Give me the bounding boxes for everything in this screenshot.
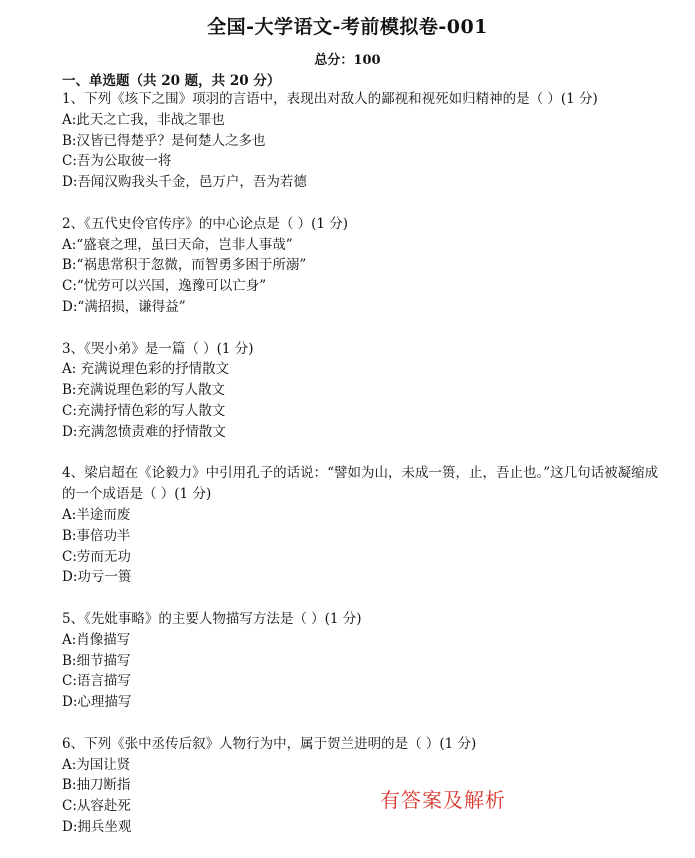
option-c: C:充满抒情色彩的写人散文 <box>62 402 226 419</box>
option-a: A:为国让贤 <box>62 756 131 773</box>
question-stem: 2、《五代史伶官传序》的中心论点是（ ）(1 分) <box>62 215 349 232</box>
option-a: A:“盛衰之理，虽曰天命，岂非人事哉” <box>62 236 293 253</box>
total-score: 总分：100 <box>314 53 381 68</box>
question-4 <box>62 463 662 588</box>
option-d: D:“满招损，谦得益” <box>62 298 186 315</box>
option-b: B:细节描写 <box>62 652 131 669</box>
question-6 <box>62 734 662 838</box>
question-list <box>62 89 662 858</box>
question-5 <box>62 609 662 713</box>
exam-title: 全国-大学语文-考前模拟卷-001 <box>207 16 488 38</box>
option-c: C:从容赴死 <box>62 798 131 815</box>
option-b: B:事倍功半 <box>62 527 131 544</box>
option-b: B:“祸患常积于忽微，而智勇多困于所溺” <box>62 257 307 274</box>
option-a: A:肖像描写 <box>62 631 131 648</box>
question-1 <box>62 89 662 193</box>
question-stem: 5、《先妣事略》的主要人物描写方法是（ ）(1 分) <box>62 610 362 627</box>
option-d: D:充满忽愤责难的抒情散文 <box>62 423 226 440</box>
option-a: A: 充满说理色彩的抒情散文 <box>62 361 230 378</box>
option-b: B:抽刀断指 <box>62 777 131 794</box>
option-c: C:劳而无功 <box>62 548 131 565</box>
option-c: C:“忧劳可以兴国，逸豫可以亡身” <box>62 278 267 295</box>
section-heading: 一、单选题（共 20 题，共 20 分） <box>62 73 281 89</box>
option-d: D:心理描写 <box>62 694 132 711</box>
option-d: D:拥兵坐观 <box>62 818 132 835</box>
question-stem: 3、《哭小弟》是一篇（ ）(1 分) <box>62 340 254 357</box>
question-stem: 6、下列《张中丞传后叙》人物行为中，属于贺兰进明的是（ ）(1 分) <box>62 735 477 752</box>
question-2 <box>62 214 662 318</box>
option-d: D:吾闻汉购我头千金，邑万户，吾为若德 <box>62 174 307 191</box>
answer-watermark: 有答案及解析 <box>380 788 506 812</box>
question-stem: 1、下列《垓下之围》项羽的言语中，表现出对敌人的鄙视和视死如归精神的是（ ）(1 分) <box>62 91 598 107</box>
option-b: B:汉皆已得楚乎？是何楚人之多也 <box>62 132 266 149</box>
option-a: A:半途而废 <box>62 506 131 523</box>
option-c: C:吾为公取彼一将 <box>62 153 172 170</box>
option-a: A:此天之亡我，非战之罪也 <box>62 111 225 128</box>
question-stem: 4、梁启超在《论毅力》中引用孔子的话说：“譬如为山，未成一篑，止，吾止也。”这几句话被凝缩成的一个成语是（ ）(1 分) <box>62 465 659 503</box>
option-c: C:语言描写 <box>62 673 131 690</box>
option-d: D:功亏一篑 <box>62 569 132 586</box>
option-b: B:充满说理色彩的写人散文 <box>62 382 225 399</box>
question-3 <box>62 339 662 443</box>
